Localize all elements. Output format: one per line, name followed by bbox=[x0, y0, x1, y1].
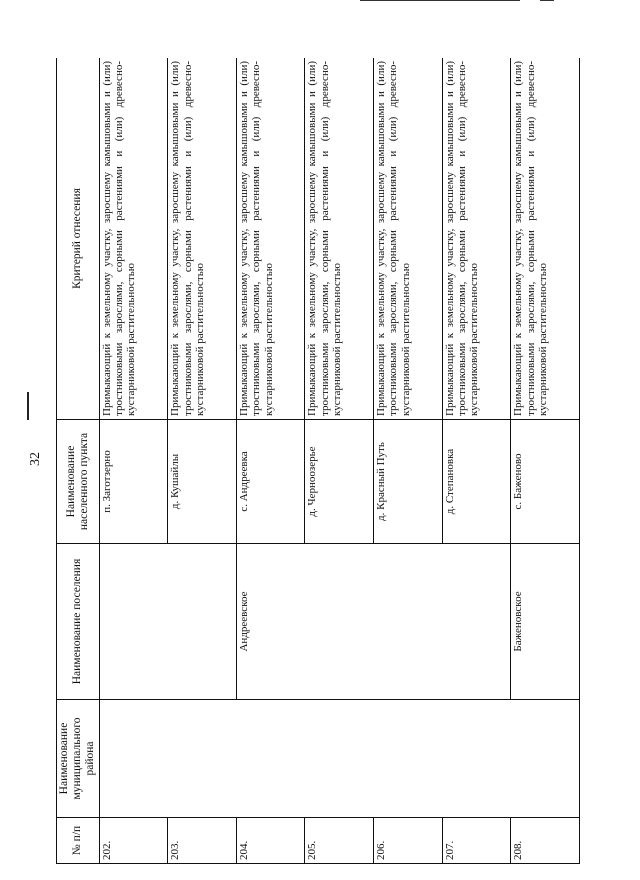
table-row bbox=[99, 58, 168, 864]
header-locality: Наименование населенного пункта bbox=[57, 420, 100, 544]
row-number: 206. bbox=[374, 818, 443, 864]
top-edge-rule-short bbox=[540, 0, 554, 1]
locality-cell: с. Баженово bbox=[511, 420, 580, 544]
district-cell bbox=[99, 700, 579, 818]
criterion-cell: Примыкающий к земельному участку, заросшему камышовыми и (или) тростниковыми зарослями, сорными растениями и (или) древесно-кустарниковой растительностью bbox=[305, 58, 374, 420]
top-edge-rule bbox=[360, 0, 520, 1]
criterion-cell: Примыкающий к земельному участку, заросшему камышовыми и (или) тростниковыми зарослями, сорными растениями и (или) древесно-кустарниковой растительностью bbox=[511, 58, 580, 420]
row-number: 205. bbox=[305, 818, 374, 864]
settlement-cell: Андреевское bbox=[236, 544, 510, 700]
header-criterion: Критерий отнесения bbox=[57, 58, 100, 420]
locality-cell: д. Красный Путь bbox=[374, 420, 443, 544]
table-header-row bbox=[57, 58, 100, 864]
header-district: Наименование муниципального района bbox=[57, 700, 100, 818]
row-number: 207. bbox=[442, 818, 511, 864]
locality-cell: д. Черноозерье bbox=[305, 420, 374, 544]
row-number: 204. bbox=[236, 818, 305, 864]
header-settlement: Наименование поселения bbox=[57, 544, 100, 700]
locality-cell: д. Степановка bbox=[442, 420, 511, 544]
criterion-cell: Примыкающий к земельному участку, заросшему камышовыми и (или) тростниковыми зарослями, сорными растениями и (или) древесно-кустарниковой растительностью bbox=[236, 58, 305, 420]
locality-cell: п. Заготзерно bbox=[99, 420, 168, 544]
row-number: 203. bbox=[168, 818, 237, 864]
criterion-cell: Примыкающий к земельному участку, заросшему камышовыми и (или) тростниковыми зарослями, сорными растениями и (или) древесно-кустарниковой растительностью bbox=[99, 58, 168, 420]
locality-cell: д. Кушайлы bbox=[168, 420, 237, 544]
document-sheet bbox=[56, 58, 580, 864]
page-number: 32 bbox=[28, 452, 43, 466]
binding-margin-mark bbox=[27, 392, 29, 420]
row-number: 208. bbox=[511, 818, 580, 864]
settlements-table bbox=[56, 58, 580, 864]
criterion-cell: Примыкающий к земельному участку, заросшему камышовыми и (или) тростниковыми зарослями, сорными растениями и (или) древесно-кустарниковой растительностью bbox=[168, 58, 237, 420]
settlement-cell bbox=[99, 544, 236, 700]
settlement-cell: Баженовское bbox=[511, 544, 580, 700]
header-num: № п/п bbox=[57, 818, 100, 864]
criterion-cell: Примыкающий к земельному участку, заросшему камышовыми и (или) тростниковыми зарослями, сорными растениями и (или) древесно-кустарниковой растительностью bbox=[442, 58, 511, 420]
criterion-cell: Примыкающий к земельному участку, заросшему камышовыми и (или) тростниковыми зарослями, сорными растениями и (или) древесно-кустарниковой растительностью bbox=[374, 58, 443, 420]
locality-cell: с. Андреевка bbox=[236, 420, 305, 544]
row-number: 202. bbox=[99, 818, 168, 864]
